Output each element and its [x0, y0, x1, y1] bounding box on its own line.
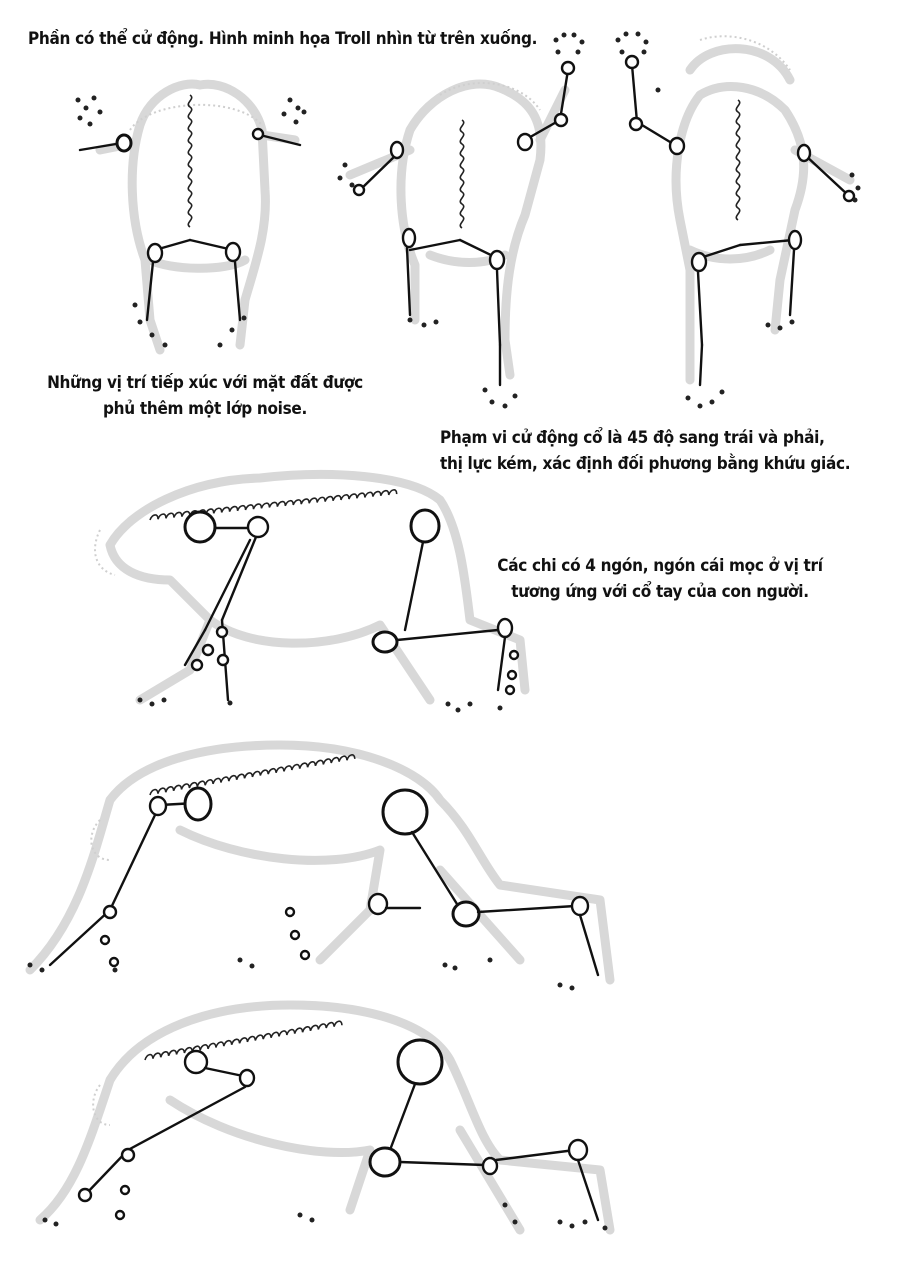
- ground-contact-line-2: phủ thêm một lớp noise.: [102, 399, 307, 419]
- title-text: Phần có thể cử động. Hình minh họa Troll nhìn từ trên xuống.: [28, 29, 538, 49]
- limbs-line-2: tương ứng với cổ tay của con người.: [511, 582, 809, 602]
- hand-right-1: [282, 98, 307, 125]
- troll-back-view-2: [338, 33, 585, 409]
- ground-contact-line-1: Những vị trí tiếp xúc với mặt đất được: [47, 373, 363, 393]
- feet-4: [138, 698, 503, 713]
- neck-range-line-1: Phạm vi cử động cổ là 45 độ sang trái và phải,: [440, 428, 825, 448]
- troll-side-view-2: [28, 745, 611, 991]
- neck-range-line-2: thị lực kém, xác định đối phương bằng khứu giác.: [440, 454, 851, 474]
- limbs-line-1: Các chi có 4 ngón, ngón cái mọc ở vị trí: [497, 556, 823, 576]
- hand-left-1: [76, 96, 103, 127]
- rig-spine-1: [188, 95, 191, 227]
- troll-side-view-3: [40, 1005, 610, 1231]
- troll-back-view-1: [76, 84, 307, 350]
- troll-back-view-3: [616, 32, 861, 409]
- troll-side-view-1: [95, 474, 525, 712]
